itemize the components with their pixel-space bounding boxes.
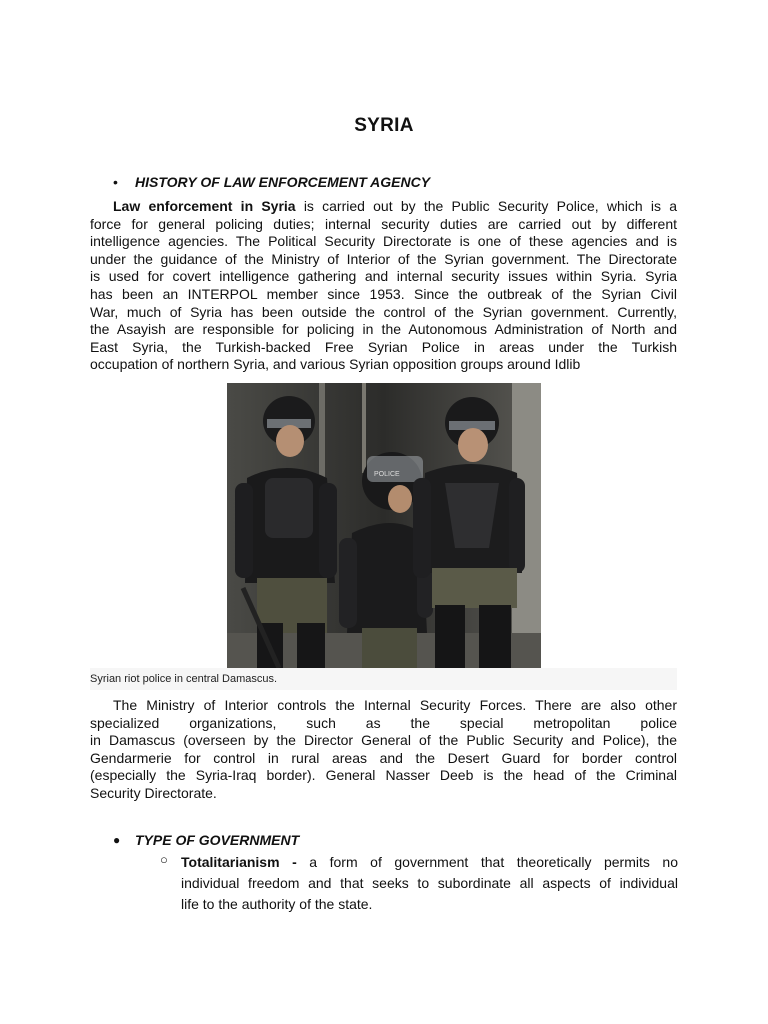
definition-line: Totalitarianism - a form of government that theoretically permits no: [181, 854, 678, 870]
paragraph-line: The Ministry of Interior controls the Internal Security Forces. There are also other: [113, 697, 677, 713]
definition-line: life to the authority of the state.: [181, 896, 373, 912]
paragraph-line: force for general policing duties; internal security duties are carried out by different: [90, 215, 677, 232]
riot-police-photo: [227, 383, 541, 668]
paragraph-line: in Damascus (overseen by the Director General of the Public Security and Police), the: [90, 732, 677, 749]
paragraph-line: War, much of Syria has been outside the control of the Syrian government. Currently,: [90, 303, 677, 320]
photo-caption: Syrian riot police in central Damascus.: [90, 668, 677, 690]
definition-line: individual freedom and that seeks to subordinate all aspects of individual: [181, 875, 678, 891]
paragraph-ministry: [90, 697, 677, 803]
paragraph-line: intelligence agencies. The Political Security Directorate is one of these agencies and is: [90, 233, 677, 250]
paragraph-line: is used for covert intelligence gathering and internal security issues within Syria. Syria: [90, 268, 677, 285]
bullet-icon: ●: [113, 833, 121, 847]
riot-police-illustration: [227, 383, 541, 668]
paragraph-line: specialized organizations, such as the special metropolitan police: [90, 714, 677, 731]
bullet-icon: •: [113, 174, 118, 190]
definition-text: [181, 852, 678, 915]
section-heading-government: TYPE OF GOVERNMENT: [135, 832, 300, 848]
section-heading-history: HISTORY OF LAW ENFORCEMENT AGENCY: [135, 174, 431, 190]
page-title: SYRIA: [354, 115, 414, 136]
lead-term: Law enforcement in Syria: [113, 198, 296, 214]
paragraph-line: the Asayish are responsible for policing in the Autonomous Administration of North and: [90, 321, 677, 338]
paragraph-line: under the guidance of the Ministry of Interior of the Syrian government. The Directorate: [90, 250, 677, 267]
paragraph-line: Law enforcement in Syria is carried out by the Public Security Police, which is a: [113, 198, 677, 214]
vest-label: POLICE: [374, 471, 400, 478]
definition-term: Totalitarianism -: [181, 854, 297, 870]
paragraph-law-enforcement: [90, 198, 677, 374]
sub-bullet-icon: ○: [160, 852, 168, 867]
paragraph-line: East Syria, the Turkish-backed Free Syrian Police in areas under the Turkish: [90, 338, 677, 355]
paragraph-line: occupation of northern Syria, and various Syrian opposition groups around Idlib: [90, 356, 581, 373]
paragraph-line: (especially the Syria-Iraq border). General Nasser Deeb is the head of the Criminal: [90, 767, 677, 784]
paragraph-line: Security Directorate.: [90, 784, 217, 801]
paragraph-line: has been an INTERPOL member since 1953. Since the outbreak of the Syrian Civil: [90, 285, 677, 302]
paragraph-line: Gendarmerie for control in rural areas and the Desert Guard for border control: [90, 749, 677, 766]
